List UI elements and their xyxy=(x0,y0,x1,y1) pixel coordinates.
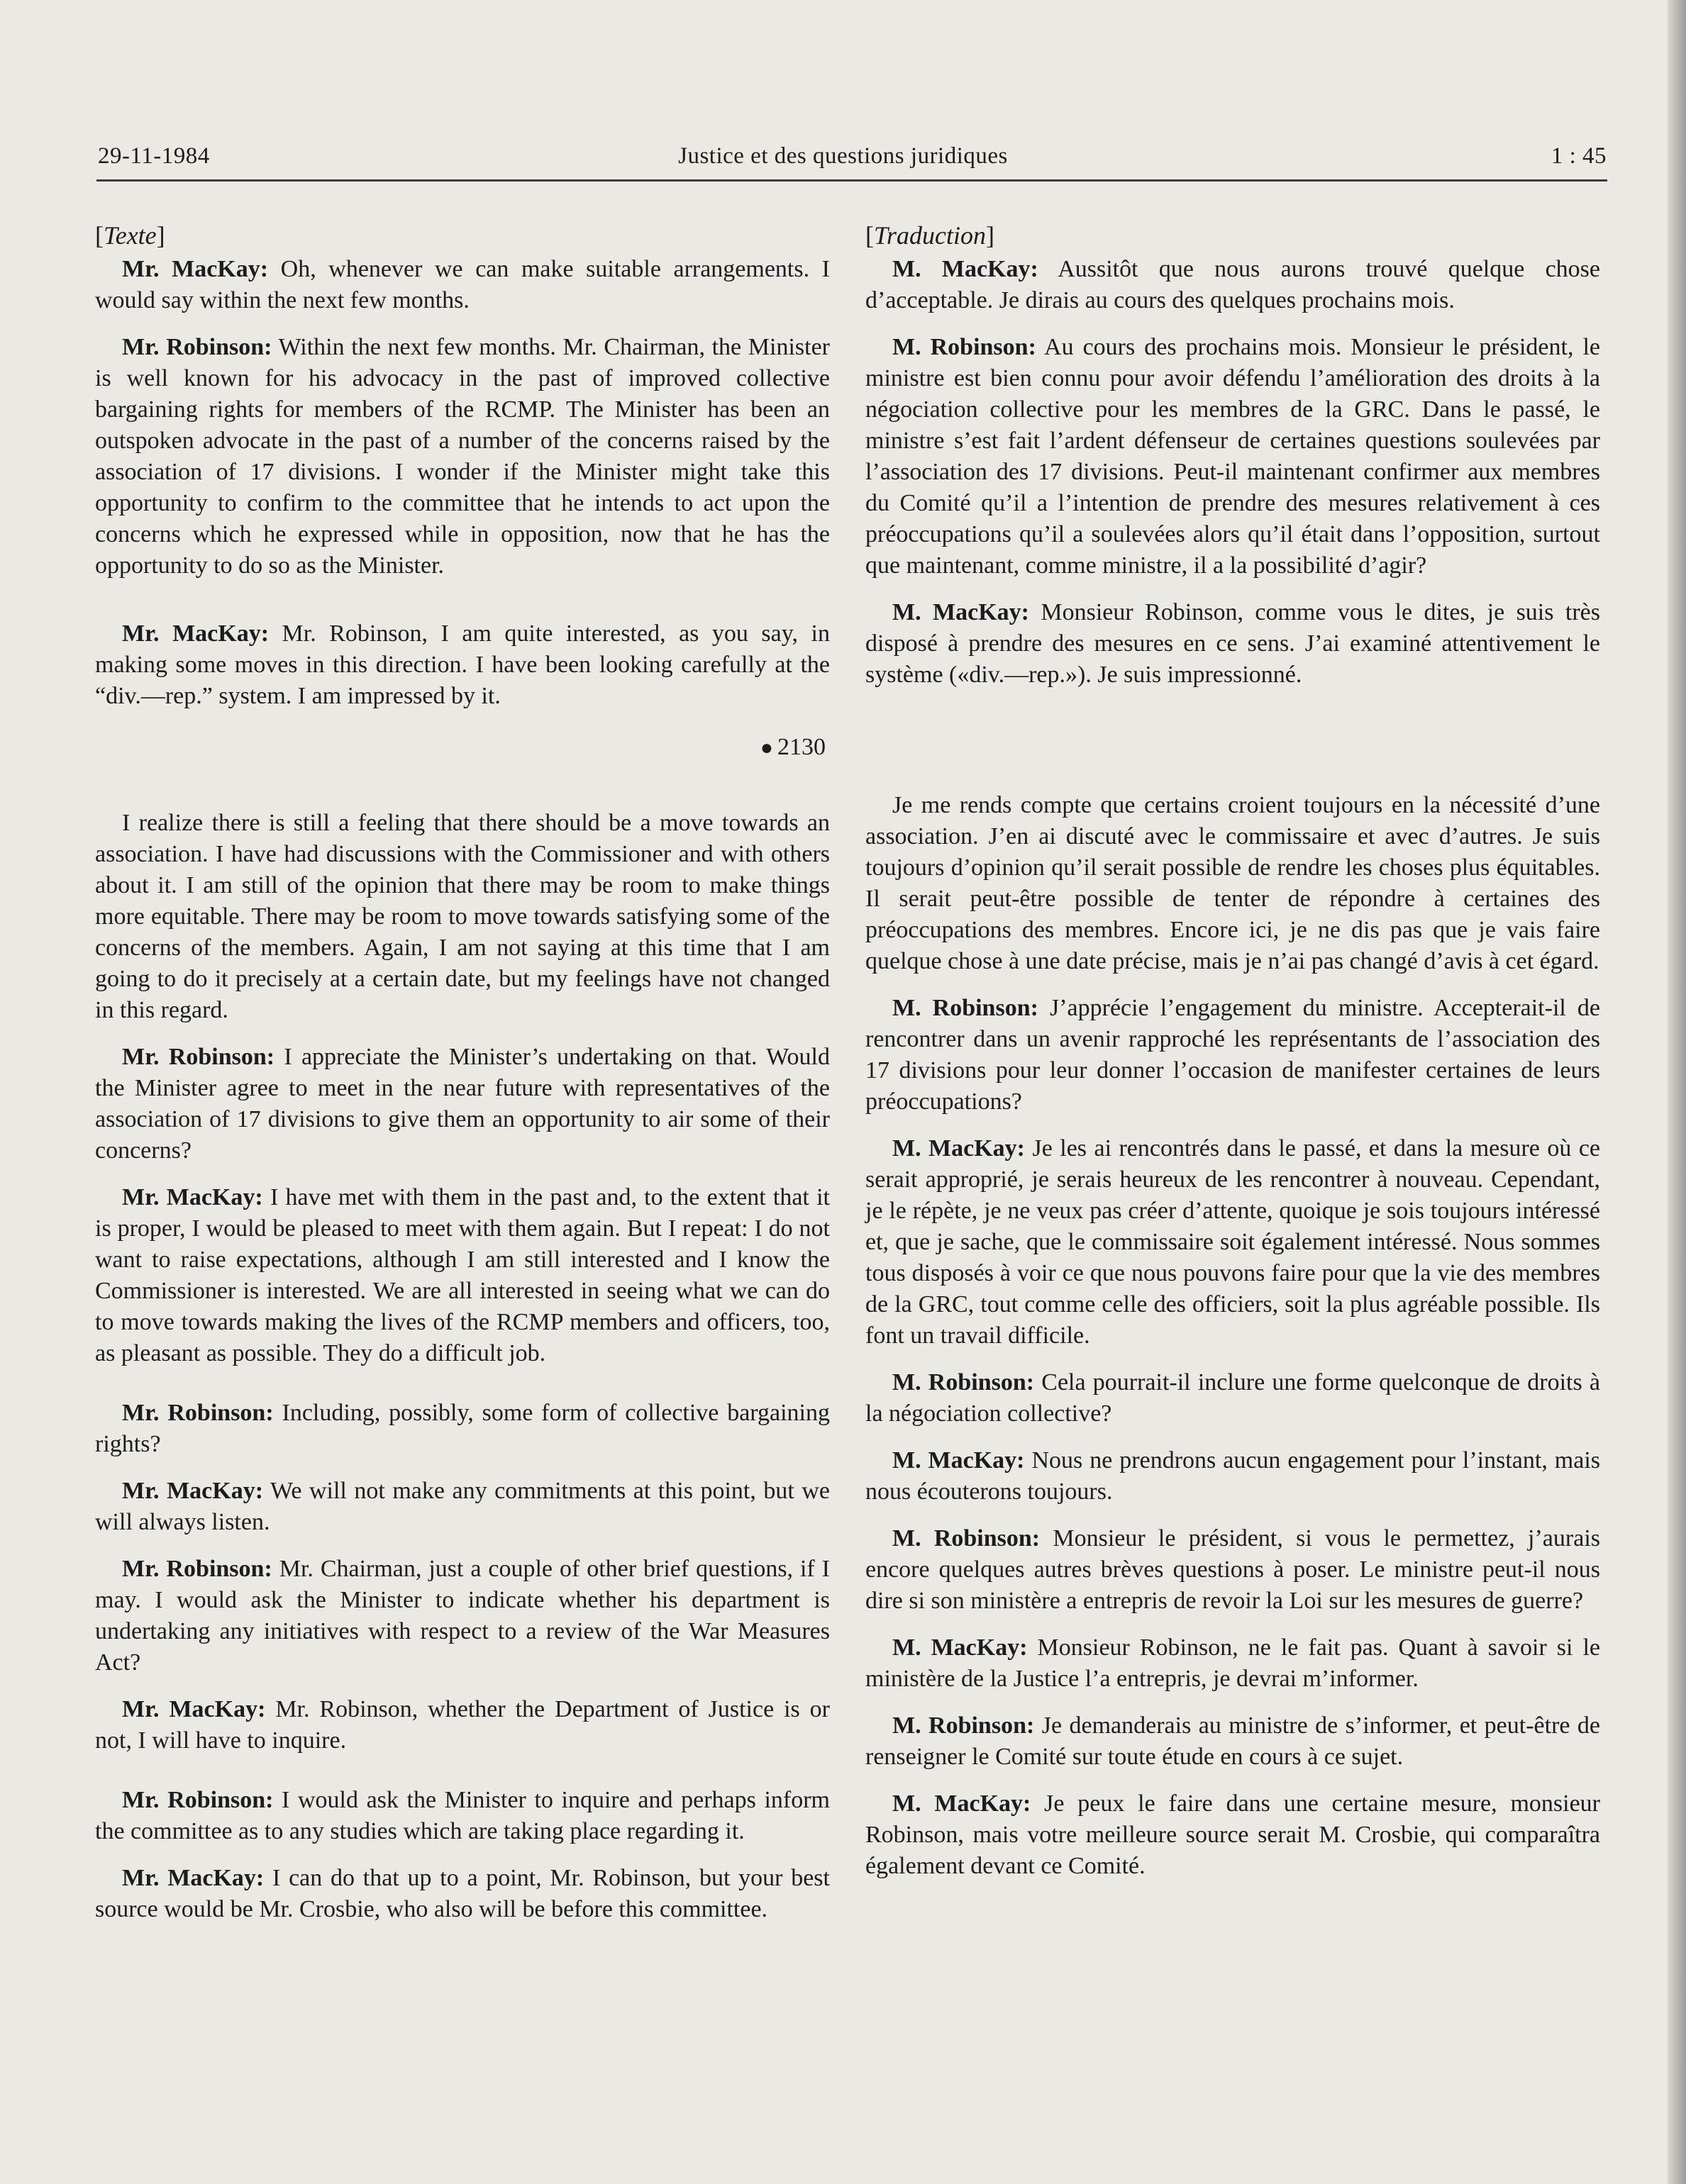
header-title: Justice et des questions juridiques xyxy=(678,143,1008,169)
speaker-name: Mr. MacKay: xyxy=(122,1696,266,1722)
header-date: 29-11-1984 xyxy=(98,143,210,169)
speaker-name: M. MacKay: xyxy=(892,256,1038,282)
speaker-name: M. MacKay: xyxy=(892,1447,1025,1473)
speaker-name: M. Robinson: xyxy=(892,334,1036,360)
transcript-paragraph: M. MacKay: Monsieur Robinson, comme vous le dites, je suis très disposé à prendre des mesures en ce sens. J’ai examiné attentivement le système («div.—rep.»). Je suis impressionné. xyxy=(865,599,1600,688)
speaker-name: Mr. Robinson: xyxy=(122,334,272,360)
transcript-paragraph: Mr. Robinson: Including, possibly, some form of collective bargaining rights? xyxy=(95,1400,830,1457)
speaker-name: M. Robinson: xyxy=(892,995,1038,1021)
speaker-name: Mr. Robinson: xyxy=(122,1044,275,1070)
speaker-name: Mr. Robinson: xyxy=(122,1556,272,1582)
transcript-paragraph: M. Robinson: Cela pourrait-il inclure une forme quelconque de droits à la négociation collective? xyxy=(865,1369,1600,1427)
transcript-paragraph: Mr. MacKay: Mr. Robinson, whether the Department of Justice is or not, I will have to inquire. xyxy=(95,1696,830,1754)
transcript-paragraph: Mr. Robinson: I appreciate the Minister’s undertaking on that. Would the Minister agree to meet in the near future with representatives of the association of 17 divisions to give them an opportunity to air some of their concerns? xyxy=(95,1044,830,1164)
speaker-name: M. MacKay: xyxy=(892,1634,1028,1661)
speaker-name: Mr. Robinson: xyxy=(122,1400,274,1426)
section-label: [Traduction] xyxy=(865,221,995,250)
speaker-name: M. Robinson: xyxy=(892,1712,1035,1739)
speaker-name: M. Robinson: xyxy=(892,1369,1035,1395)
transcript-paragraph: Mr. MacKay: We will not make any commitments at this point, but we will always listen. xyxy=(95,1478,830,1535)
speaker-name: M. MacKay: xyxy=(892,599,1029,625)
transcript-paragraph: M. MacKay: Je peux le faire dans une certaine mesure, monsieur Robinson, mais votre meilleure source serait M. Crosbie, qui comparaîtra également devant ce Comité. xyxy=(865,1790,1600,1879)
speaker-name: Mr. MacKay: xyxy=(122,1865,265,1891)
transcript-paragraph: M. MacKay: Nous ne prendrons aucun engagement pour l’instant, mais nous écouterons toujours. xyxy=(865,1447,1600,1505)
speaker-name: Mr. MacKay: xyxy=(122,1184,263,1210)
transcript-paragraph: Mr. Robinson: Within the next few months. Mr. Chairman, the Minister is well known for his advocacy in the past of improved collective bargaining rights for members of the RCMP. The Minister has been an outspoken advocate in the past of a number of the concerns raised by the association of 17 divisions. I wonder if the Minister might take this opportunity to confirm to the committee that he intends to act upon the concerns which he expressed while in opposition, now that he has the opportunity to do so as the Minister. xyxy=(95,334,831,579)
speaker-name: Mr. Robinson: xyxy=(122,1787,274,1813)
speaker-name: M. MacKay: xyxy=(892,1135,1026,1161)
speaker-name: M. MacKay: xyxy=(892,1790,1031,1817)
transcript-paragraph: Mr. Robinson: I would ask the Minister to inquire and perhaps inform the committee as to any studies which are taking place regarding it. xyxy=(95,1787,831,1844)
left-column xyxy=(95,213,830,1941)
section-label: [Texte] xyxy=(95,221,165,250)
transcript-paragraph: M. MacKay: Monsieur Robinson, ne le fait pas. Quant à savoir si le ministère de la Justice l’a entrepris, je devrai m’informer. xyxy=(865,1634,1600,1692)
transcript-paragraph: M. MacKay: Aussitôt que nous aurons trouvé quelque chose d’acceptable. Je dirais au cours des quelques prochains mois. xyxy=(865,256,1600,313)
transcript-paragraph: Mr. MacKay: I can do that up to a point, Mr. Robinson, but your best source would be Mr. Crosbie, who also will be before this committee. xyxy=(95,1865,830,1922)
transcript-paragraph: M. Robinson: Monsieur le président, si vous le permettez, j’aurais encore quelques autres brèves questions à poser. Le ministre peut-il nous dire si son ministère a entrepris de revoir la Loi sur les mesures de guerre? xyxy=(865,1525,1600,1614)
header-page-number: 1 : 45 xyxy=(1551,143,1607,169)
speaker-name: Mr. MacKay: xyxy=(122,1478,264,1504)
speaker-name: M. Robinson: xyxy=(892,1525,1041,1551)
speaker-name: Mr. MacKay: xyxy=(122,256,269,282)
transcript-paragraph: Mr. Robinson: Mr. Chairman, just a couple of other brief questions, if I may. I would ask the Minister to indicate whether his department is undertaking any initiatives with respect to a review of the War Measures Act? xyxy=(95,1556,831,1676)
transcript-paragraph: I realize there is still a feeling that there should be a move towards an association. I have had discussions with the Commissioner and with others about it. I am still of the opinion that there may be room to make things more equitable. There may be room to move towards satisfying some of the concerns of the members. Again, I am not saying at this time that I am going to do it precisely at a certain date, but my feelings have not changed in this regard. xyxy=(95,810,830,1023)
transcript-paragraph: Mr. MacKay: I have met with them in the past and, to the extent that it is proper, I would be pleased to meet with them again. But I repeat: I do not want to raise expectations, although I am still interested and I know the Commissioner is interested. We are all interested in seeing what we can do to move towards making the lives of the RCMP members and officers, too, as pleasant as possible. They do a difficult job. xyxy=(95,1184,830,1366)
transcript-paragraph: M. MacKay: Je les ai rencontrés dans le passé, et dans la mesure où ce serait approprié, je serais heureux de les rencontrer à nouveau. Cependant, je le répète, je ne veux pas créer d’attente, quoique je sois toujours intéressé et, que je sache, que le commissaire soit également intéressé. Nous sommes tous disposés à voir ce que nous pouvons faire pour que la vie des membres de la GRC, tout comme celle des officiers, soit la plus agréable possible. Ils font un travail difficile. xyxy=(865,1135,1600,1349)
transcript-paragraph: Je me rends compte que certains croient toujours en la nécessité d’une association. J’en ai discuté avec le commissaire et avec d’autres. Je suis toujours d’opinion qu’il serait possible de rendre les choses plus équitables. Il serait peut-être possible de tenter de répondre à certaines des préoccupations des membres. Encore ici, je ne dis pas que je vais faire quelque chose à une date précise, mais je n’ai pas changé d’avis à cet égard. xyxy=(865,792,1600,974)
time-marker: ● 2130 xyxy=(760,734,826,760)
transcript-paragraph: M. Robinson: J’apprécie l’engagement du ministre. Accepterait-il de rencontrer dans un avenir rapproché les représentants de l’association des 17 divisions pour leur donner l’occasion de manifester certaines de leurs préoccupations? xyxy=(865,995,1600,1115)
transcript-paragraph: Mr. MacKay: Mr. Robinson, I am quite interested, as you say, in making some moves in this direction. I have been looking carefully at the “div.—rep.” system. I am impressed by it. xyxy=(95,620,830,709)
page-header xyxy=(0,0,1686,184)
transcript-paragraph: M. Robinson: Je demanderais au ministre de s’informer, et peut-être de renseigner le Comité sur toute étude en cours à ce sujet. xyxy=(865,1712,1601,1770)
speaker-name: Mr. MacKay: xyxy=(122,620,270,647)
header-rule xyxy=(96,179,1607,182)
right-column xyxy=(865,213,1600,1898)
page-edge xyxy=(1668,0,1686,2184)
transcript-paragraph: Mr. MacKay: Oh, whenever we can make suitable arrangements. I would say within the next few months. xyxy=(95,256,830,313)
transcript-paragraph: M. Robinson: Au cours des prochains mois. Monsieur le président, le ministre est bien connu pour avoir défendu l’amélioration des droits à la négociation collective pour les membres de la GRC. Dans le passé, le ministre s’est fait l’ardent défenseur de certaines questions soulevées par l’association des 17 divisions. Peut-il maintenant confirmer aux membres du Comité qu’il a l’intention de prendre des mesures relativement à ces préoccupations qu’il a soulevées alors qu’il était dans l’opposition, surtout que maintenant, comme ministre, il a la possibilité d’agir? xyxy=(865,334,1600,579)
